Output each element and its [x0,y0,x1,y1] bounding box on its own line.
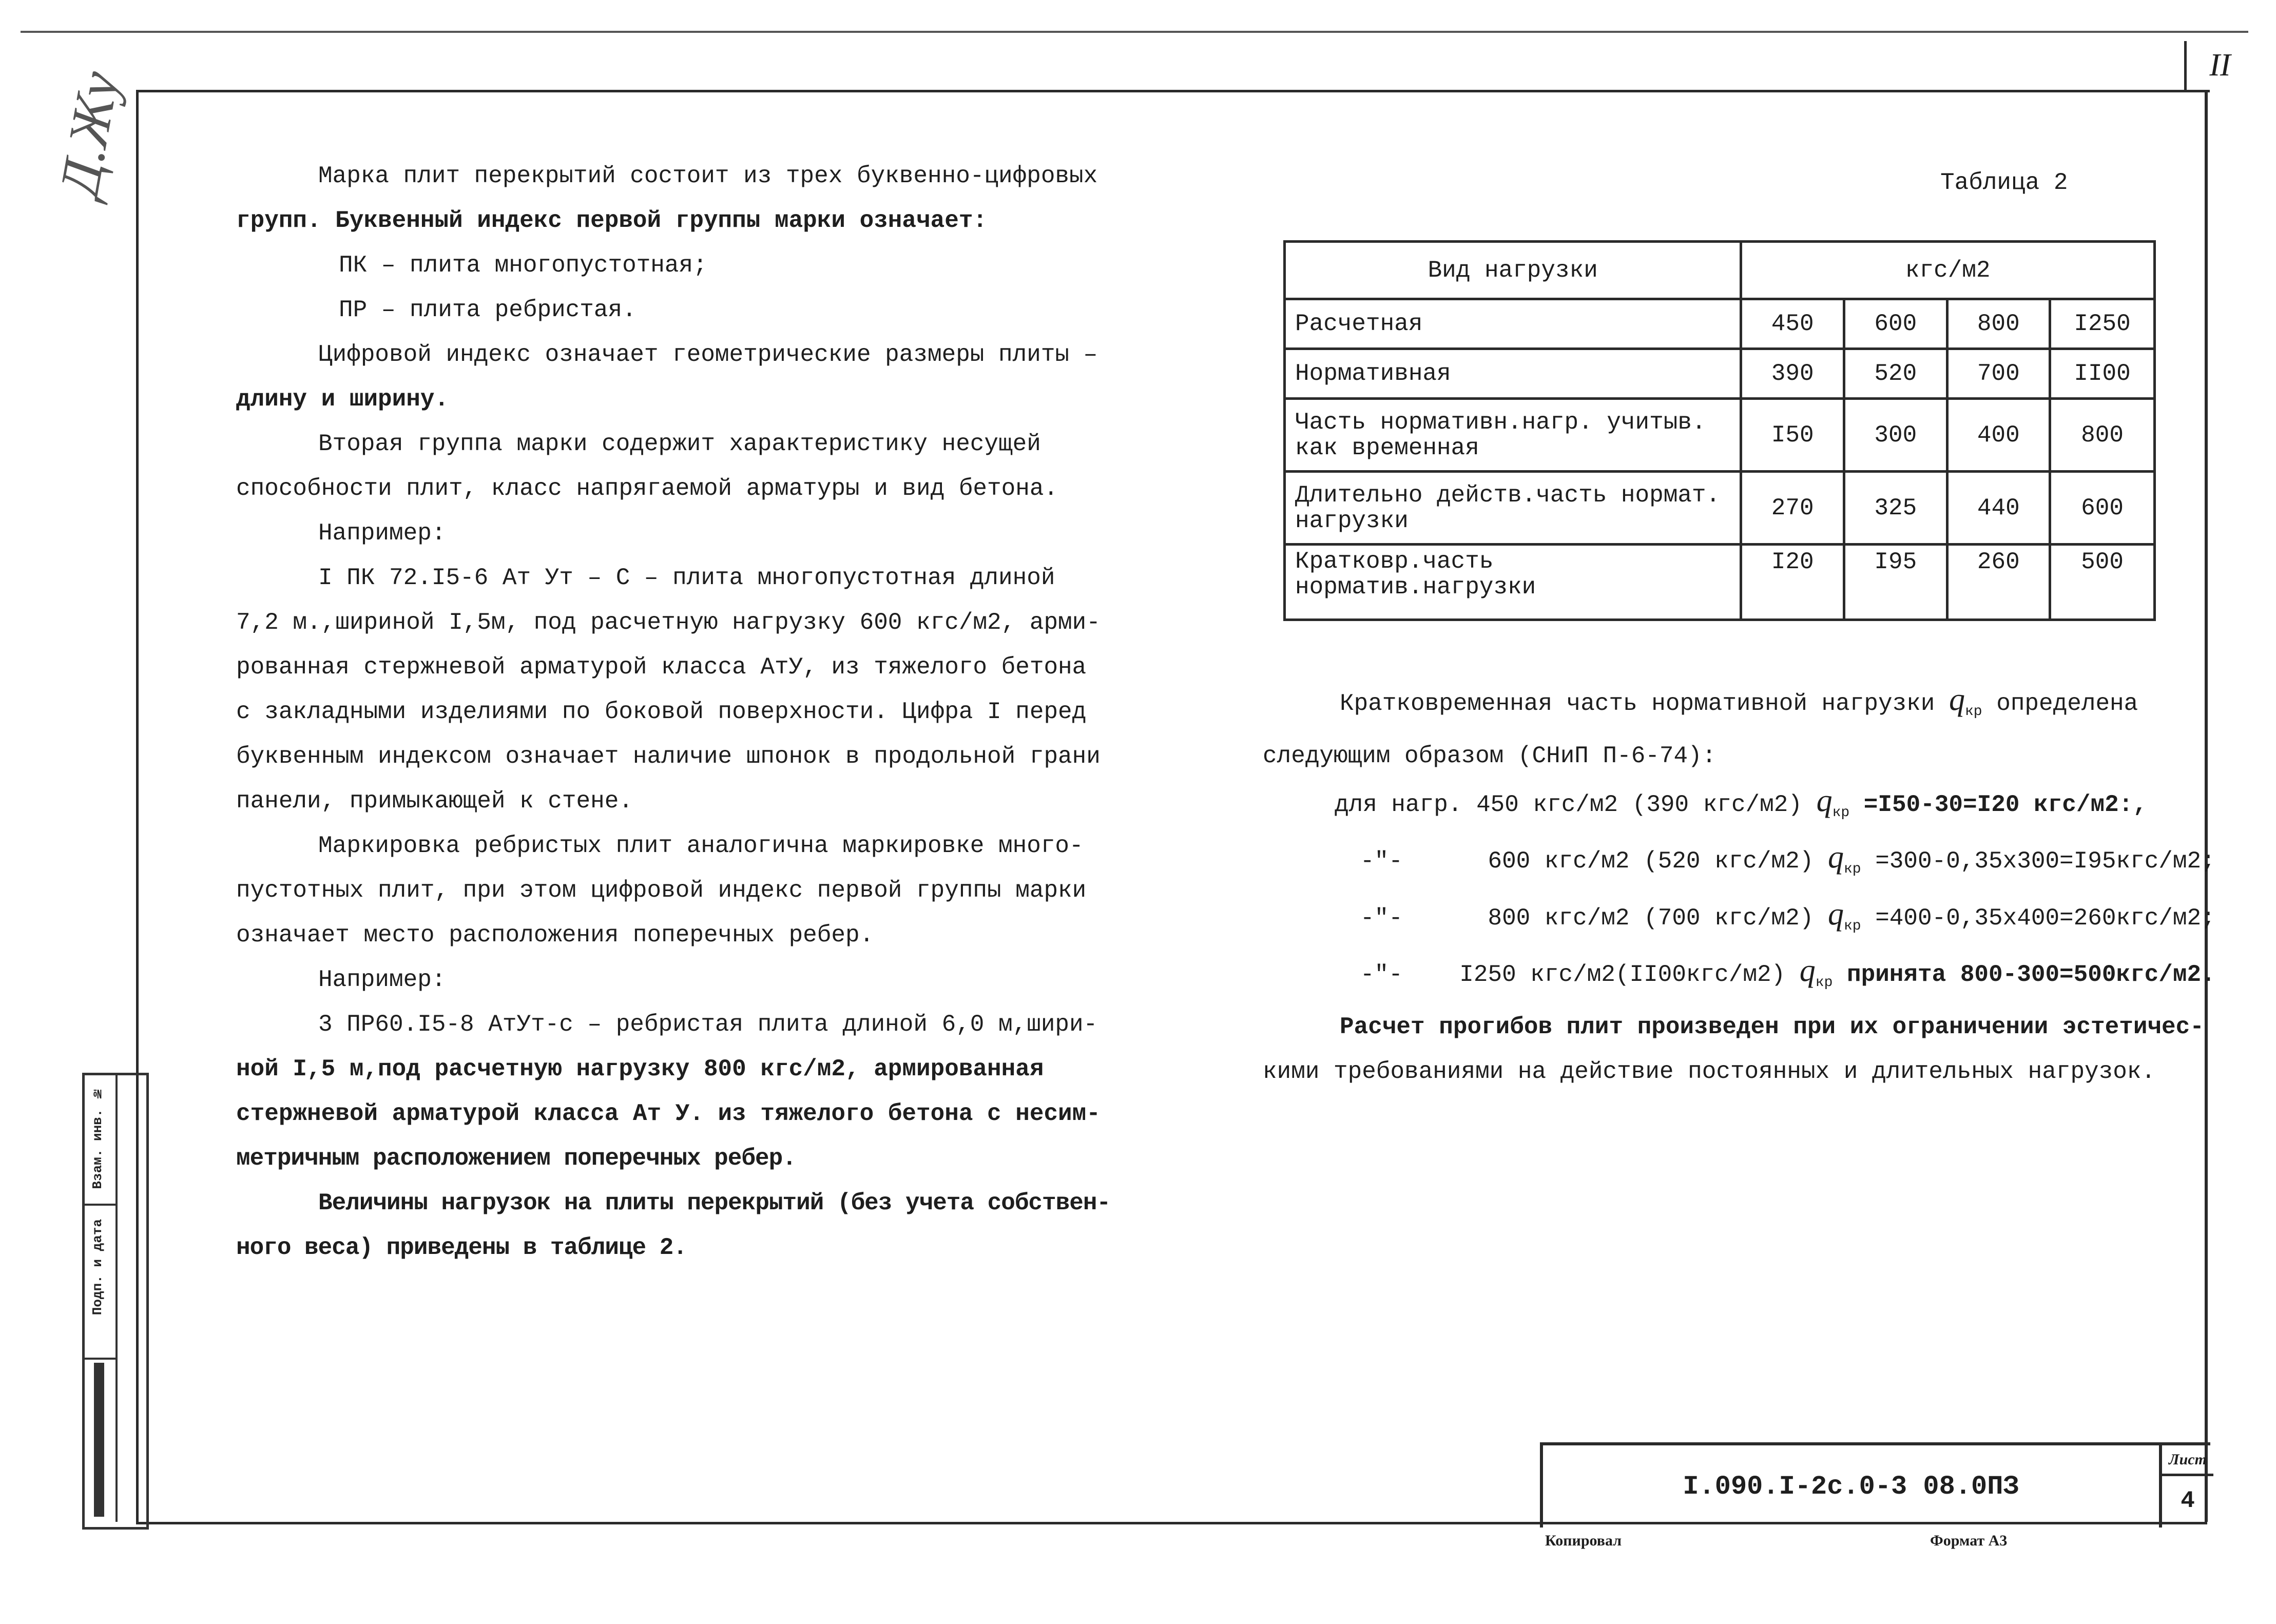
q-subscript: кр [1843,861,1861,878]
text-line: Марка плит перекрытий состоит из трех буквенно-цифровых [318,163,1098,189]
table-cell: 600 [1844,299,1947,349]
q-subscript: кр [1832,805,1850,821]
text-line: рованная стержневой арматурой класса АтУ, из тяжелого бетона [236,654,1087,681]
calc-equation: =400-0,35х400=260кгс/м2; [1875,904,2215,932]
table-row [1285,349,2155,399]
top-sheet-number: II [2184,41,2253,90]
table-row-label: Нормативная [1285,349,1741,399]
calc-lead: для нагр. [1335,791,1462,819]
table-cell: 300 [1844,399,1947,472]
table-header-units: кгс/м2 [1741,242,2155,299]
calc-load: 800 кгс/м2 (700 кгс/м2) [1488,904,1814,932]
calc-load: 450 кгс/м2 (390 кгс/м2) [1476,791,1802,819]
text-line: с закладными изделиями по боковой поверхности. Цифра I перед [236,699,1087,725]
calc-equation: =I50-30=I20 кгс/м2:, [1863,791,2147,819]
document-code: I.090.I-2c.0-3 08.0ПЗ [1683,1471,2019,1502]
drawing-frame-right [2205,90,2208,1522]
table-cell: 800 [2050,399,2155,472]
text-line: Величины нагрузок на плиты перекрытий (без учета собствен- [318,1190,1111,1216]
right-text-column [1263,678,2215,1094]
table-row-label: Кратковр.часть норматив.нагрузки [1285,545,1741,620]
table-cell: 270 [1741,472,1844,545]
table-cell: I20 [1741,545,1844,620]
q-symbol: q [1799,953,1816,988]
text-line: I ПК 72.I5-6 Ат Ут – С – плита многопустотная длиной [318,565,1055,591]
text-line: ной I,5 м,под расчетную нагрузку 800 кгс/м2, армированная [236,1056,1044,1082]
table-cell: 500 [2050,545,2155,620]
text-line: Цифровой индекс означает геометрические размеры плиты – [318,341,1098,368]
sheet-number-box [2159,1445,2213,1528]
text-line: буквенным индексом означает наличие шпонок в продольной грани [236,743,1101,770]
handwritten-signature: Д.Жу [47,67,131,201]
q-symbol: q [1949,682,1965,717]
text-line: кими требованиями на действие постоянных и длительных нагрузок. [1263,1058,2156,1085]
text-line: Маркировка ребристых плит аналогична маркировке много- [318,833,1084,859]
text-line: ПР – плита ребристая. [339,297,636,323]
sheet-number: 4 [2181,1487,2195,1514]
table-row [1285,545,2155,620]
left-text-column [236,154,1160,1270]
calc-line [1263,779,2187,835]
text-line: стержневой арматурой класса Ат У. из тяжелого бетона с несим- [236,1100,1101,1127]
text-line: ного веса) приведены в таблице 2. [236,1234,687,1261]
calc-load: 600 кгс/м2 (520 кгс/м2) [1488,848,1814,875]
title-block-stamp [1540,1442,2210,1528]
strip-cell-top [85,1075,118,1206]
text-line: 7,2 м.,шириной I,5м, под расчетную нагрузку 600 кгс/м2, арми- [236,609,1101,636]
table-cell: 400 [1947,399,2050,472]
text-line: Вторая группа марки содержит характеристику несущей [318,431,1041,457]
text-line: Расчет прогибов плит произведен при их ограничении эстетичес- [1340,1013,2204,1040]
q-symbol: q [1827,840,1844,875]
table-cell: 440 [1947,472,2050,545]
table-row [1285,399,2155,472]
text-line: способности плит, класс напрягаемой арматуры и вид бетона. [236,475,1058,502]
table-row-label: Часть нормативн.нагр. учитыв. как временная [1285,399,1741,472]
table-cell: I50 [1741,399,1844,472]
calc-line [1263,949,2215,1005]
calc-lead: -"- [1360,848,1403,875]
text-line: следующим образом (СНиП П-6-74): [1263,743,1716,770]
calc-equation: =300-0,35х300=I95кгс/м2; [1875,848,2215,875]
table-cell: 520 [1844,349,1947,399]
table-row-label: Расчетная [1285,299,1741,349]
calc-lead: -"- [1360,904,1403,932]
strip-cell-bottom [85,1358,118,1522]
table-cell: 390 [1741,349,1844,399]
text-line: ПК – плита многопустотная; [339,252,707,279]
load-table [1283,240,2156,621]
calc-equation: принята 800-300=500кгс/м2. [1846,961,2215,988]
calc-load: I250 кгс/м2(II00кгс/м2) [1459,961,1786,988]
format-label: Формат А3 [1930,1532,2008,1549]
text-line: длину и ширину. [236,386,449,413]
q-symbol: q [1816,783,1833,819]
table-cell: 600 [2050,472,2155,545]
strip-text-top: Взам. инв. № [90,1086,105,1189]
intro-text-a: Кратковременная часть нормативной нагрузки [1340,690,1935,717]
q-symbol: q [1827,896,1844,932]
intro-text-b: определена [1996,690,2138,717]
q-subscript: кр [1815,974,1833,991]
text-line: групп. Буквенный индекс первой группы марки означает: [236,207,988,234]
table-cell: 700 [1947,349,2050,399]
strip-cell-mid [85,1204,118,1360]
table-cell: I95 [1844,545,1947,620]
table-cell: 260 [1947,545,2050,620]
calc-lead: -"- [1360,961,1403,988]
text-line: метричным расположением поперечных ребер. [236,1145,796,1172]
strip-text-mid: Подп. и дата [90,1219,105,1316]
q-subscript: кр [1843,918,1861,934]
calc-line [1263,892,2215,949]
text-line: Например: [318,520,446,547]
text-line: 3 ПР60.I5-8 АтУт-с – ребристая плита длиной 6,0 м,шири- [318,1011,1098,1038]
table-cell: 325 [1844,472,1947,545]
table-cell: 800 [1947,299,2050,349]
side-stamp-strip [82,1073,149,1530]
q-subscript: кр [1965,704,1982,720]
text-line: пустотных плит, при этом цифровой индекс первой группы марки [236,877,1087,904]
table-header-load-type: Вид нагрузки [1285,242,1741,299]
table-cell: II00 [2050,349,2155,399]
text-line: панели, примыкающей к стене. [236,788,633,815]
table-cell: I250 [2050,299,2155,349]
table-caption: Таблица 2 [1940,169,2068,196]
text-line: Например: [318,966,446,993]
table-cell: 450 [1741,299,1844,349]
sheet-label: Лист [2162,1445,2213,1476]
strip-filled-bar [94,1363,104,1517]
text-line: означает место расположения поперечных ребер. [236,922,874,949]
table-row [1285,472,2155,545]
table-row [1285,299,2155,349]
table-row-label: Длительно действ.часть нормат. нагрузки [1285,472,1741,545]
text-line [1263,678,2187,734]
copied-by-label: Копировал [1545,1532,1622,1549]
calc-line [1263,835,2215,892]
table-header-row [1285,242,2155,299]
